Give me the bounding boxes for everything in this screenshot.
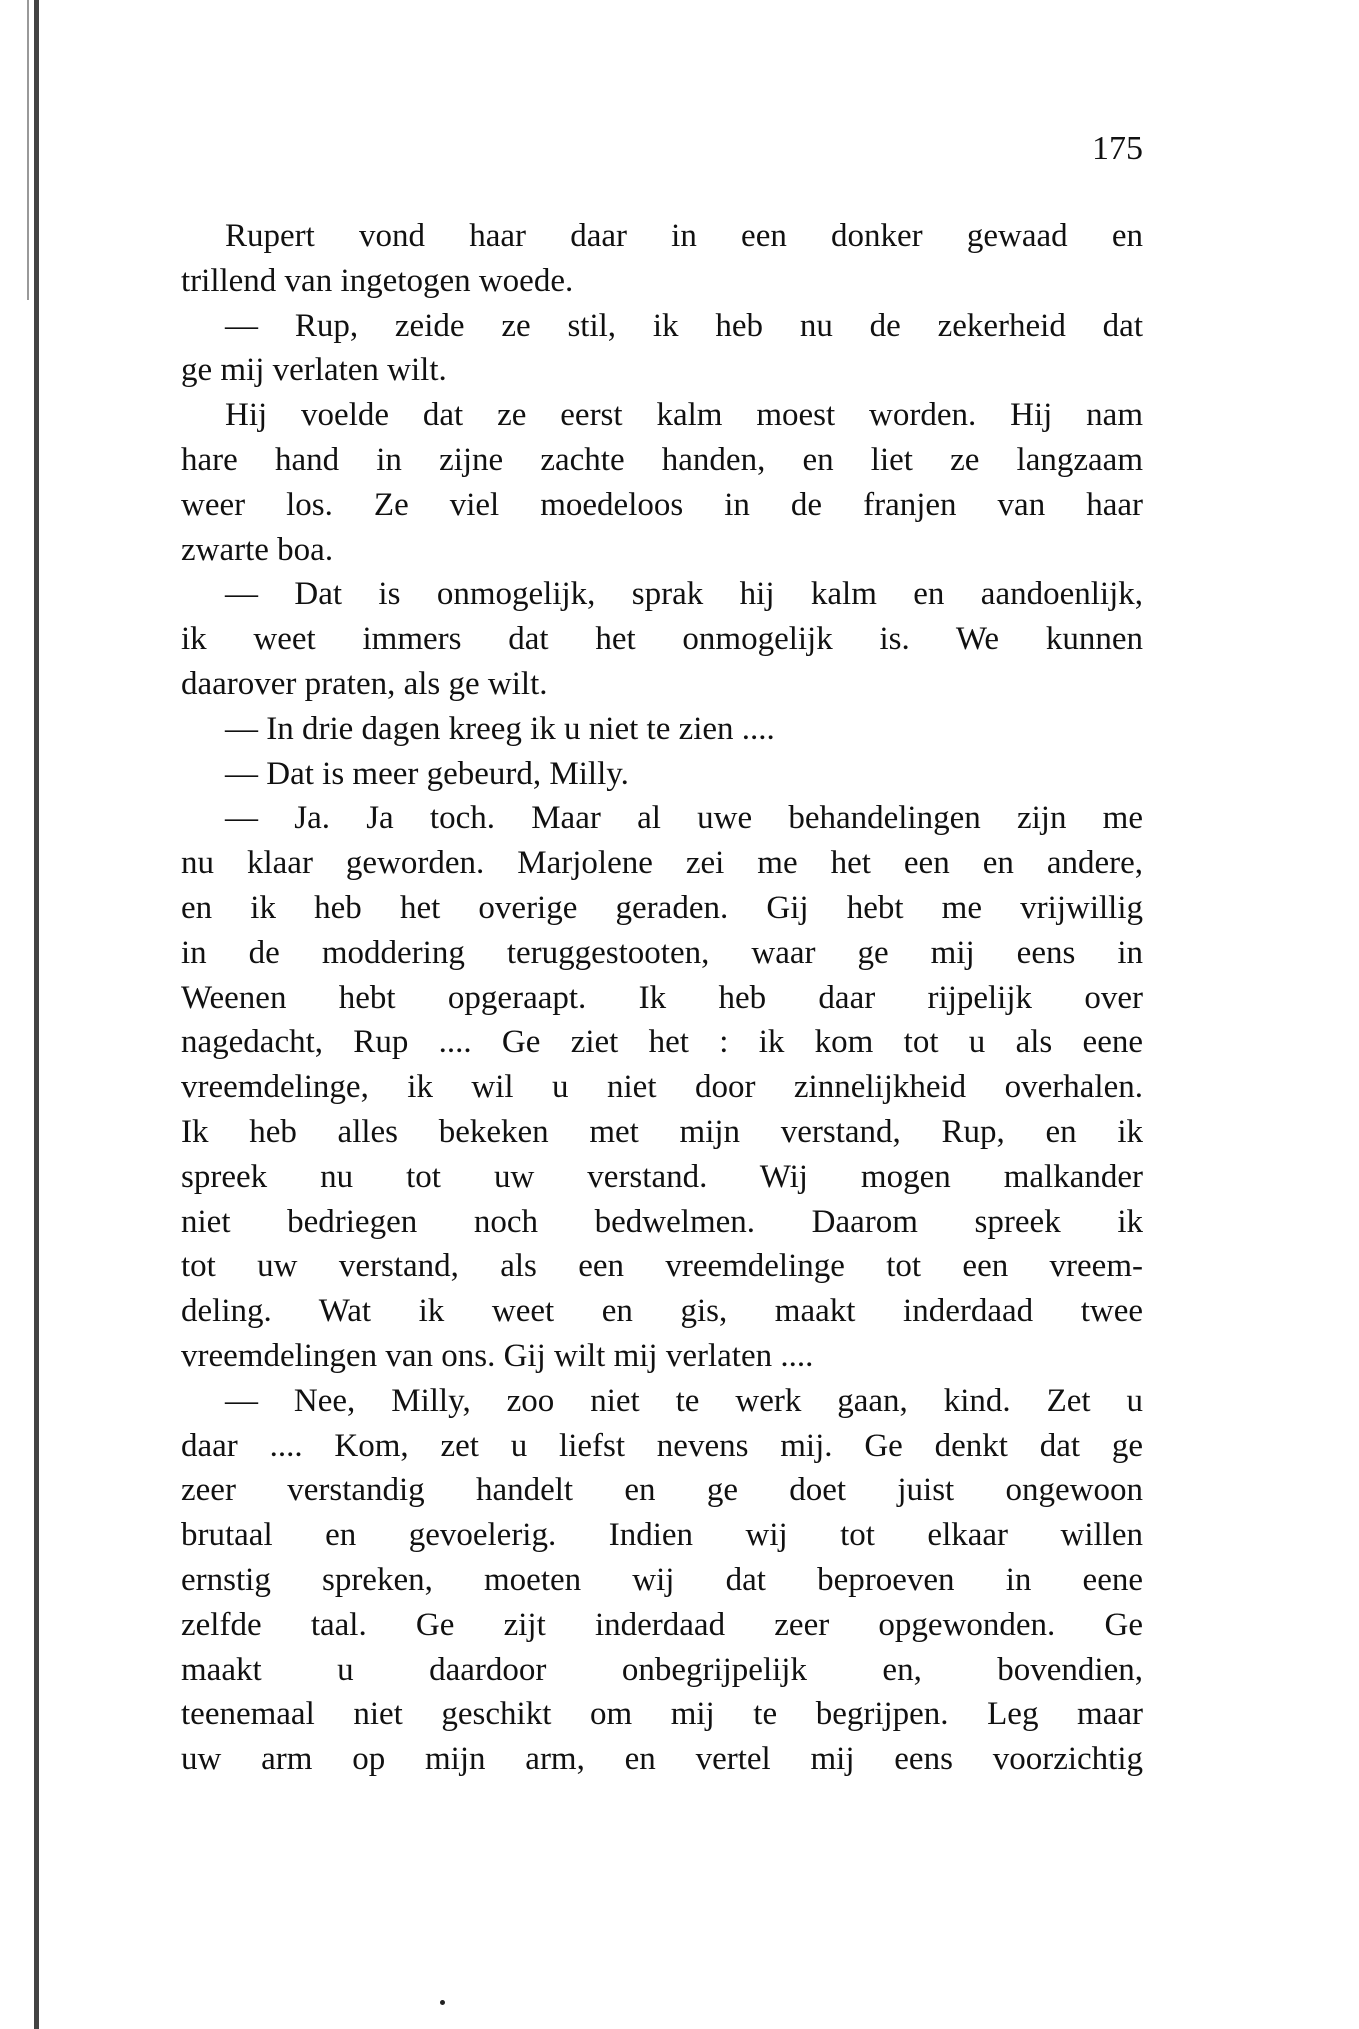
text-line: ge mij verlaten wilt. [181, 352, 447, 389]
text-line: spreek nu tot uw verstand. Wij mogen malkander [181, 1158, 1143, 1195]
scan-speck [440, 2000, 445, 2005]
text-line: vreemdelingen van ons. Gij wilt mij verlaten .... [181, 1337, 814, 1374]
page-number: 175 [1092, 130, 1143, 167]
text-line: — Dat is onmogelijk, sprak hij kalm en aandoenlijk, [225, 576, 1143, 613]
text-line: vreemdelinge, ik wil u niet door zinnelijkheid overhalen. [181, 1069, 1143, 1106]
text-line: ik weet immers dat het onmogelijk is. We kunnen [181, 621, 1143, 658]
text-line: Weenen hebt opgeraapt. Ik heb daar rijpelijk over [181, 979, 1143, 1016]
text-line: — Nee, Milly, zoo niet te werk gaan, kind. Zet u [225, 1382, 1143, 1419]
text-line: Rupert vond haar daar in een donker gewaad en [225, 218, 1143, 254]
text-line: zelfde taal. Ge zijt inderdaad zeer opgewonden. Ge [181, 1606, 1143, 1643]
text-line: brutaal en gevoelerig. Indien wij tot elkaar willen [181, 1517, 1143, 1554]
text-line: hare hand in zijne zachte handen, en liet ze langzaam [181, 441, 1143, 478]
text-line: in de moddering teruggestooten, waar ge mij eens in [181, 934, 1143, 971]
text-line: daar .... Kom, zet u liefst nevens mij. Ge denkt dat ge [181, 1427, 1143, 1464]
text-line: Ik heb alles bekeken met mijn verstand, Rup, en ik [181, 1113, 1143, 1150]
text-line: ernstig spreken, moeten wij dat beproeven in eene [181, 1561, 1143, 1598]
text-line: — In drie dagen kreeg ik u niet te zien .... [225, 710, 775, 747]
text-line: tot uw verstand, als een vreemdelinge tot een vreem- [181, 1248, 1143, 1285]
text-line: daarover praten, als ge wilt. [181, 665, 548, 702]
text-line: maakt u daardoor onbegrijpelijk en, bovendien, [181, 1651, 1143, 1688]
text-line: trillend van ingetogen woede. [181, 262, 574, 299]
text-line: uw arm op mijn arm, en vertel mij eens voorzichtig [181, 1741, 1143, 1778]
text-line: nu klaar geworden. Marjolene zei me het een en andere, [181, 845, 1143, 882]
text-line: niet bedriegen noch bedwelmen. Daarom spreek ik [181, 1203, 1143, 1240]
text-line: en ik heb het overige geraden. Gij hebt me vrijwillig [181, 889, 1143, 926]
text-line: zeer verstandig handelt en ge doet juist ongewoon [181, 1472, 1143, 1509]
book-binding-shadow [27, 0, 29, 300]
text-line: — Ja. Ja toch. Maar al uwe behandelingen zijn me [225, 800, 1143, 837]
text-line: teenemaal niet geschikt om mij te begrijpen. Leg maar [181, 1696, 1143, 1733]
text-line: — Rup, zeide ze stil, ik heb nu de zekerheid dat [225, 307, 1143, 344]
text-line: zwarte boa. [181, 531, 334, 568]
text-line: — Dat is meer gebeurd, Milly. [225, 755, 629, 792]
text-line: deling. Wat ik weet en gis, maakt inderdaad twee [181, 1293, 1143, 1330]
text-line: weer los. Ze viel moedeloos in de franjen van haar [181, 486, 1143, 523]
book-binding-edge [34, 0, 39, 2029]
text-line: nagedacht, Rup .... Ge ziet het : ik kom tot u als eene [181, 1024, 1143, 1061]
text-line: Hij voelde dat ze eerst kalm moest worden. Hij nam [225, 397, 1143, 434]
body-text [181, 214, 1143, 1782]
